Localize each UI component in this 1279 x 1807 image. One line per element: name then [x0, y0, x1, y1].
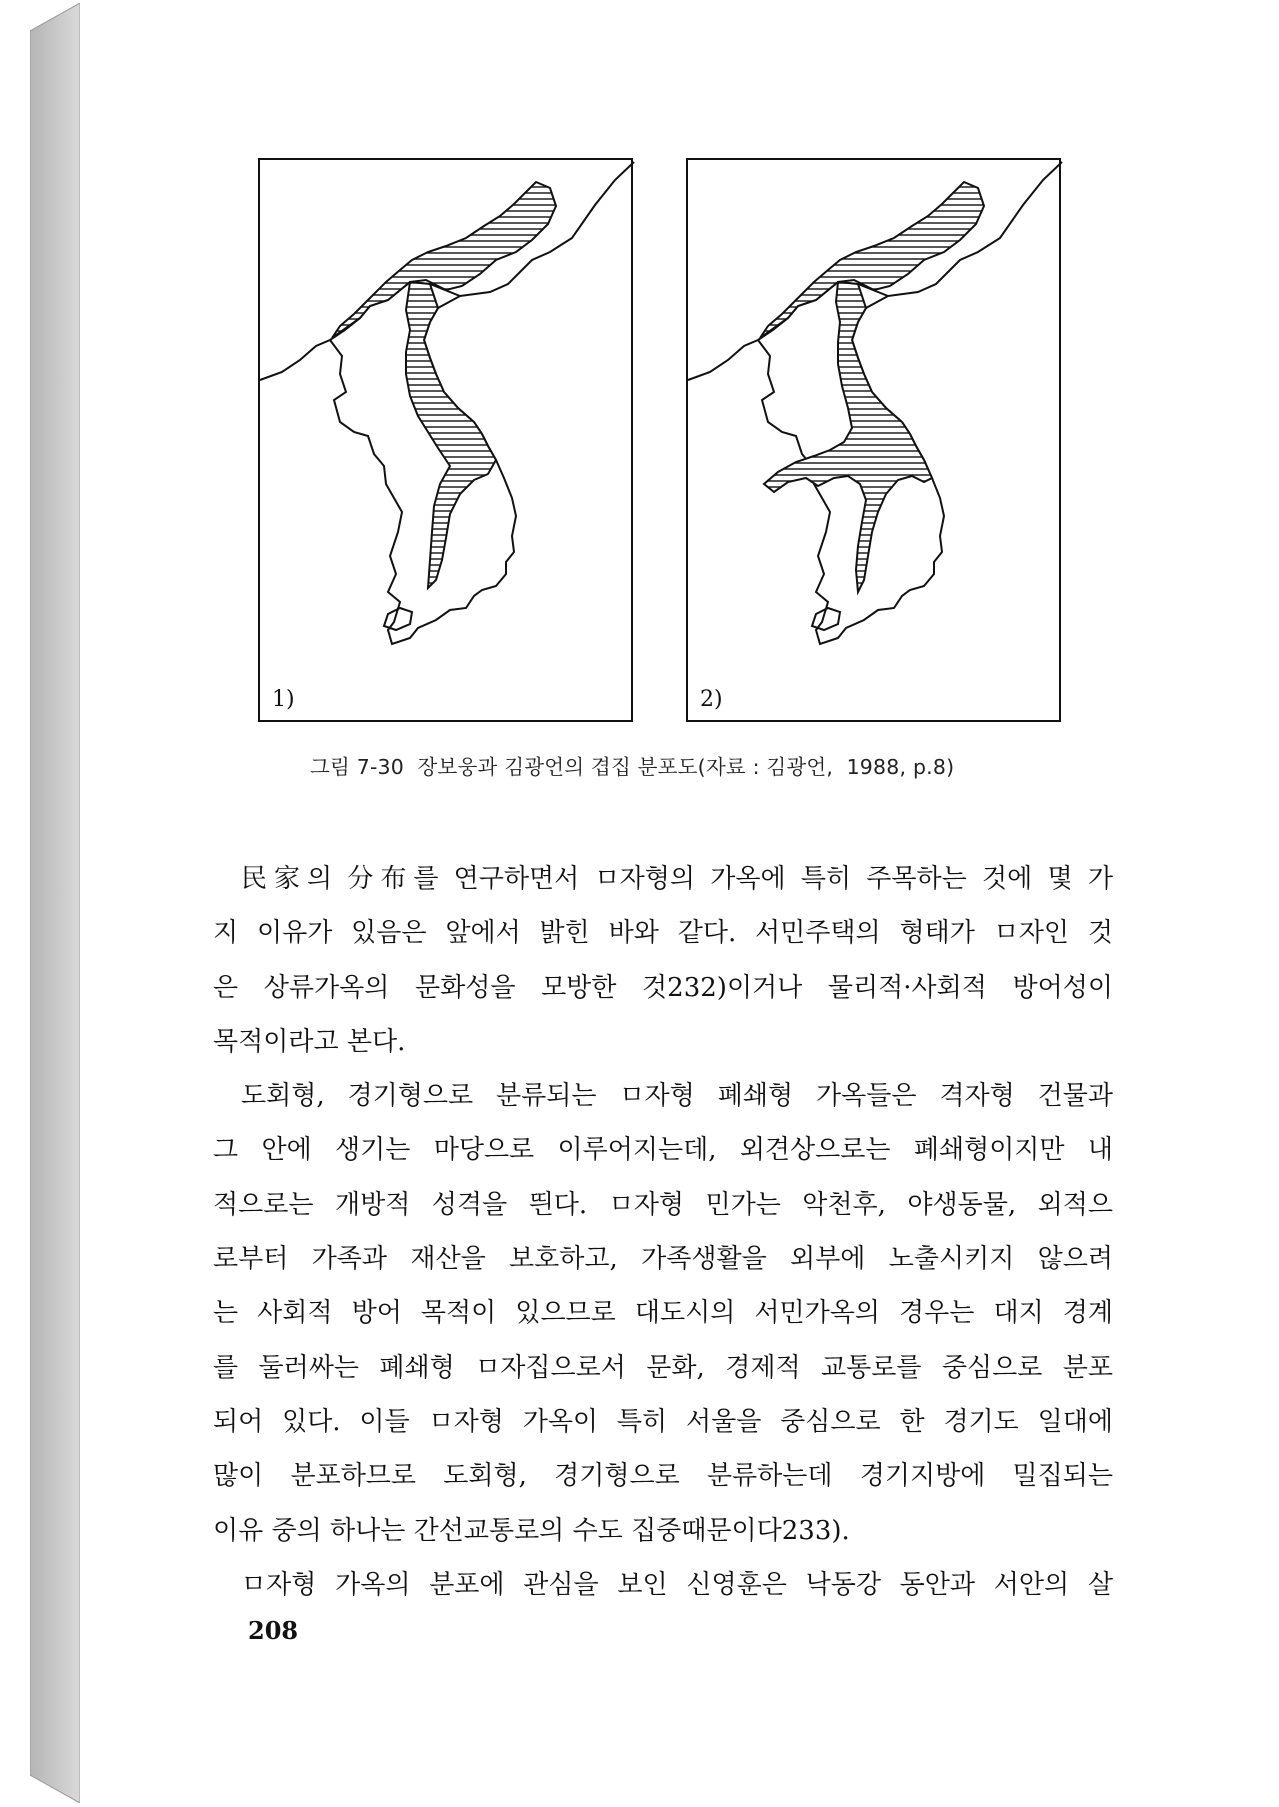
text-line: 이유 중의 하나는 간선교통로의 수도 집중때문이다233).: [213, 1515, 850, 1546]
text-line: 그 안에 생기는 마당으로 이루어지는데, 외견상으로는 폐쇄형이지만 내: [213, 1135, 1113, 1166]
text-line: 적으로는 개방적 성격을 띈다. ㅁ자형 민가는 악천후, 야생동물, 외적으: [213, 1189, 1113, 1220]
text-line: 많이 분포하므로 도회형, 경기형으로 분류하는데 경기지방에 밀집되는: [213, 1461, 1113, 1492]
text-line: ㅁ자형 가옥의 분포에 관심을 보인 신영훈은 낙동강 동안과 서안의 살: [241, 1569, 1113, 1600]
figure-caption: 그림 7-30 장보웅과 김광언의 겹집 분포도(자료 : 김광언, 1988, p.8): [310, 755, 955, 779]
text-line: 民家의 分布를 연구하면서 ㅁ자형의 가옥에 특히 주목하는 것에 몇 가: [241, 864, 1113, 894]
text-line: 은 상류가옥의 문화성을 모방한 것232)이거나 물리적·사회적 방어성이: [213, 972, 1113, 1003]
text-line: 로부터 가족과 재산을 보호하고, 가족생활을 외부에 노출시키지 않으려: [213, 1244, 1113, 1275]
text-line: 지 이유가 있음은 앞에서 밝힌 바와 같다. 서민주택의 형태가 ㅁ자인 것: [213, 918, 1113, 949]
map-panel-1: [258, 158, 633, 722]
map-label-2: 2): [700, 687, 723, 712]
text-line: 도회형, 경기형으로 분류되는 ㅁ자형 폐쇄형 가옥들은 격자형 건물과: [241, 1081, 1113, 1112]
map-panel-2: [686, 158, 1061, 722]
text-line: 는 사회적 방어 목적이 있으므로 대도시의 서민가옥의 경우는 대지 경계: [213, 1298, 1113, 1329]
body-text: [213, 852, 1113, 1612]
text-line: 목적이라고 본다.: [213, 1026, 406, 1057]
korea-map-1: [260, 160, 635, 724]
book-page-edge: [30, 3, 80, 1803]
page-edge-shading: [30, 3, 80, 1803]
korea-map-2: [688, 160, 1063, 724]
page-number: 208: [248, 1616, 299, 1645]
text-line: 되어 있다. 이들 ㅁ자형 가옥이 특히 서울을 중심으로 한 경기도 일대에: [213, 1406, 1113, 1437]
map-label-1: 1): [272, 687, 295, 712]
text-line: 를 둘러싸는 폐쇄형 ㅁ자집으로서 문화, 경제적 교통로를 중심으로 분포: [213, 1352, 1113, 1383]
figure-maps: [258, 158, 1064, 722]
